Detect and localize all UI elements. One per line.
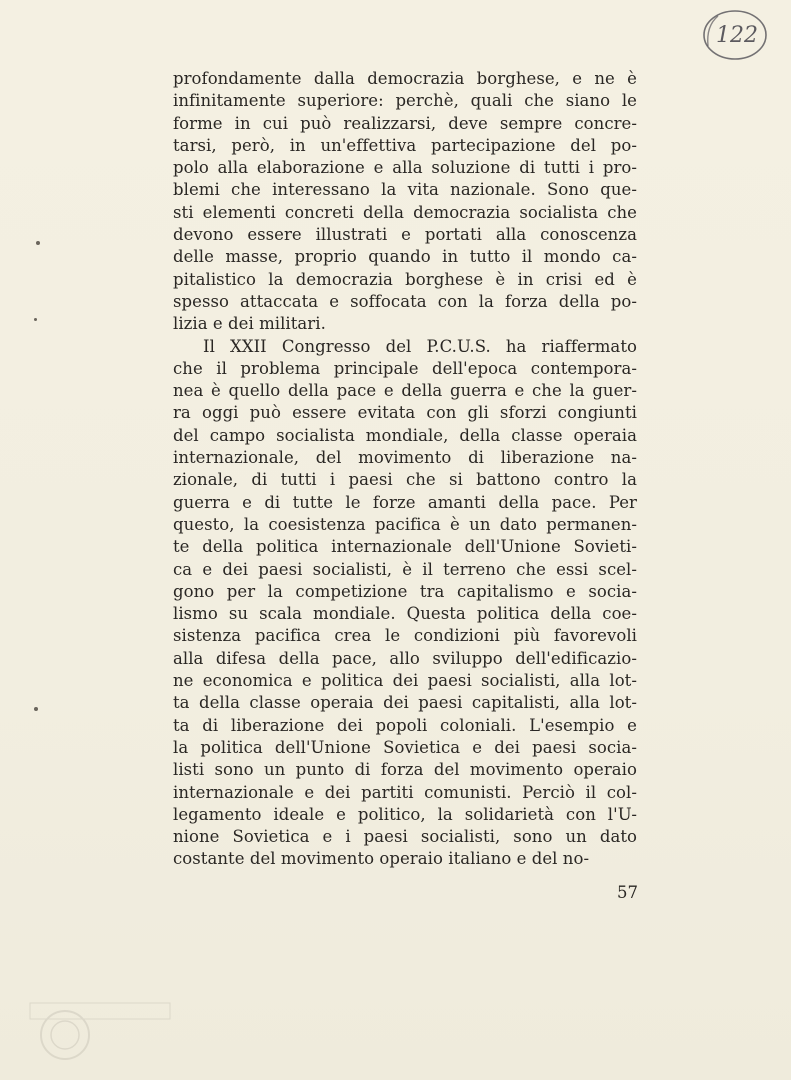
- margin-dot: [34, 318, 37, 321]
- text-line: zionale, di tutti i paesi che si battono contro la: [173, 470, 637, 490]
- text-line: ne economica e politica dei paesi socialisti, alla lot-: [173, 671, 637, 691]
- faint-watermark: [10, 995, 180, 1065]
- text-line: la politica dell'Unione Sovietica e dei paesi socia-: [173, 737, 637, 757]
- text-line: tarsi, però, in un'effettiva partecipazione del po-: [173, 135, 637, 155]
- text-line: forme in cui può realizzarsi, deve sempre concre-: [173, 113, 637, 133]
- text-line: lizia e dei militari.: [173, 314, 326, 334]
- watermark-seal-icon: [10, 995, 180, 1065]
- text-line: costante del movimento operaio italiano e del no-: [173, 849, 590, 869]
- text-line: gono per la competizione tra capitalismo e socia-: [173, 581, 637, 601]
- text-line: legamento ideale e politico, la solidarietà con l'U-: [173, 804, 637, 824]
- text-line: delle masse, proprio quando in tutto il mondo ca-: [173, 247, 637, 267]
- text-line: internazionale e dei partiti comunisti. Perciò il col-: [173, 782, 637, 802]
- text-line: te della politica internazionale dell'Unione Sovieti-: [173, 537, 637, 557]
- text-line: guerra e di tutte le forze amanti della pace. Per: [173, 492, 637, 512]
- text-line: devono essere illustrati e portati alla conoscenza: [173, 225, 637, 245]
- paragraph-start-line: Il XXII Congresso del P.C.U.S. ha riaffermato: [203, 336, 637, 356]
- text-line: questo, la coesistenza pacifica è un dato permanen-: [173, 514, 637, 534]
- text-line: sistenza pacifica crea le condizioni più favorevoli: [173, 626, 637, 646]
- text-line: polo alla elaborazione e alla soluzione di tutti i pro-: [173, 158, 637, 178]
- text-line: ra oggi può essere evitata con gli sforzi congiunti: [173, 403, 637, 423]
- text-line: internazionale, del movimento di liberazione na-: [173, 448, 637, 468]
- archive-number-circle-icon: [700, 6, 770, 64]
- text-line: profondamente dalla democrazia borghese, e ne è: [173, 69, 637, 88]
- text-line: lismo su scala mondiale. Questa politica della coe-: [173, 604, 637, 624]
- text-line: ta di liberazione dei popoli coloniali. L'esempio e: [173, 715, 637, 735]
- text-line: listi sono un punto di forza del movimento operaio: [173, 760, 637, 780]
- text-line: spesso attaccata e soffocata con la forza della po-: [173, 291, 637, 311]
- text-line: del campo socialista mondiale, della classe operaia: [173, 425, 637, 445]
- archive-number-text: 122: [716, 23, 758, 48]
- text-line: pitalistico la democrazia borghese è in crisi ed è: [173, 269, 637, 289]
- text-line: alla difesa della pace, allo sviluppo dell'edificazio-: [173, 648, 637, 668]
- text-line: infinitamente superiore: perchè, quali che siano le: [173, 91, 637, 111]
- margin-dot: [36, 241, 40, 245]
- text-line: che il problema principale dell'epoca contempora-: [173, 358, 637, 378]
- text-line: sti elementi concreti della democrazia socialista che: [173, 202, 637, 222]
- text-line: nione Sovietica e i paesi socialisti, sono un dato: [173, 827, 637, 847]
- text-line: blemi che interessano la vita nazionale. Sono que-: [173, 180, 637, 200]
- body-text: [173, 68, 637, 871]
- archive-number-mark: [700, 6, 770, 64]
- text-line: ca e dei paesi socialisti, è il terreno che essi scel-: [173, 559, 637, 579]
- text-line: ta della classe operaia dei paesi capitalisti, alla lot-: [173, 693, 637, 713]
- text-line: nea è quello della pace e della guerra e che la guer-: [173, 381, 637, 401]
- page-number: 57: [617, 883, 638, 902]
- margin-dot: [34, 707, 38, 711]
